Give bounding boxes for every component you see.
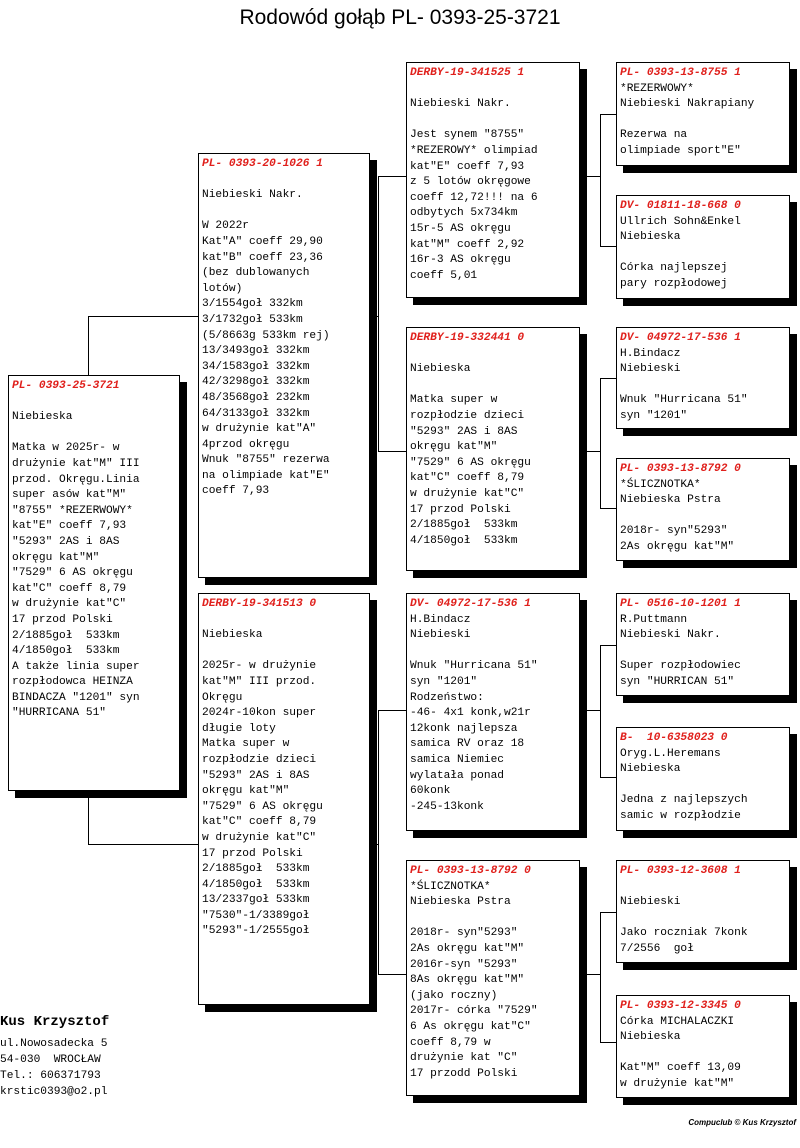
- connector-line: [378, 451, 406, 452]
- connector-line: [580, 176, 600, 177]
- pigeon-card-ds-dam: [616, 727, 790, 831]
- connector-line: [600, 777, 616, 778]
- ring-number: PL- 0393-12-3345 0: [620, 1000, 741, 1012]
- connector-line: [600, 912, 616, 913]
- ring-number: PL- 0393-25-3721: [12, 380, 120, 392]
- owner-city: 54-030 WROCŁAW: [0, 1054, 101, 1066]
- owner-phone: Tel.: 606371793: [0, 1070, 101, 1082]
- ring-number: PL- 0393-13-8792 0: [410, 865, 531, 877]
- pigeon-description: Niebieski Nakr. Jest synem "8755" *REZEROWY* olimpiad kat"E" coeff 7,93 z 5 lotów okręgowe coeff 12,72!!! na 6 odbytych 5x734km 15r-5 AS okręgu kat"M" coeff 2,92 16r-3 AS okręgu coeff 5,01: [410, 98, 538, 282]
- connector-line: [378, 974, 406, 975]
- ring-number: PL- 0516-10-1201 1: [620, 598, 741, 610]
- ring-number: PL- 0393-20-1026 1: [202, 158, 323, 170]
- pigeon-description: Oryg.L.Heremans Niebieska Jedna z najlepszych samic w rozpłodzie: [620, 747, 748, 822]
- pigeon-card-dam-sire: [406, 593, 580, 831]
- connector-line: [580, 451, 600, 452]
- connector-line: [600, 912, 601, 1042]
- connector-line: [600, 246, 616, 247]
- pigeon-card-subject: [8, 375, 180, 791]
- ring-number: DV- 01811-18-668 0: [620, 200, 741, 212]
- pigeon-description: Niebieska Matka super w rozpłodzie dzieci "5293" 2AS i 8AS okręgu kat"M" "7529" 6 AS okręgu kat"C" coeff 8,79 w drużynie kat"C" 17 przod Polski 2/1885goł 533km 4/1850goł 533km: [410, 363, 531, 547]
- connector-line: [600, 645, 616, 646]
- pigeon-card-sd-sire: [616, 327, 790, 429]
- page-title: Rodowód gołąb PL- 0393-25-3721: [239, 6, 561, 29]
- connector-line: [88, 844, 198, 845]
- pigeon-card-sire-sire: [406, 62, 580, 298]
- pigeon-description: R.Puttmann Niebieski Nakr. Super rozpłodowiec syn "HURRICAN 51": [620, 613, 741, 688]
- pigeon-description: *REZERWOWY* Niebieski Nakrapiany Rezerwa na olimpiade sport"E": [620, 82, 755, 157]
- pigeon-card-ds-sire: [616, 593, 790, 696]
- pigeon-card-ss-sire: [616, 62, 790, 166]
- connector-line: [580, 710, 600, 711]
- pigeon-description: H.Bindacz Niebieski Wnuk "Hurricana 51" syn "1201" Rodzeństwo: -46- 4x1 konk,w21r 12konk najlepsza samica RV oraz 18 samica Niemiec wylatała ponad 60konk -245-13konk: [410, 613, 538, 813]
- pigeon-description: *ŚLICZNOTKA* Niebieska Pstra 2018r- syn"5293" 2As okręgu kat"M": [620, 478, 735, 553]
- ring-number: DERBY-19-332441 0: [410, 332, 525, 344]
- pigeon-card-sire-dam: [406, 327, 580, 571]
- owner-info: [0, 1014, 109, 1100]
- pigeon-description: Córka MICHALACZKI Niebieska Kat"M" coeff 13,09 w drużynie kat"M": [620, 1015, 741, 1090]
- pigeon-card-dd-dam: [616, 995, 790, 1098]
- ring-number: DERBY-19-341513 0: [202, 598, 317, 610]
- pigeon-card-sd-dam: [616, 458, 790, 561]
- connector-line: [378, 176, 406, 177]
- pigeon-card-dd-sire: [616, 860, 790, 963]
- connector-line: [378, 710, 379, 974]
- pigeon-description: Niebieska Matka w 2025r- w drużynie kat"M" III przod. Okręgu.Linia super asów kat"M" "8755" *REZERWOWY* kat"E" coeff 7,93 "5293" 2AS i 8AS okręgu kat"M" "7529" 6 AS okręgu kat"C" coeff 8,79 w drużynie kat"C" 17 przod Polski 2/1885goł 533km 4/1850goł 533km A także linia super rozpłodowca HEINZA BINDACZA "1201" syn "HURRICANA 51": [12, 411, 140, 720]
- ring-number: B- 10-6358023 0: [620, 732, 728, 744]
- footer-credit: Compuclub © Kus Krzysztof: [688, 1118, 796, 1127]
- connector-line: [378, 710, 406, 711]
- pigeon-description: *ŚLICZNOTKA* Niebieska Pstra 2018r- syn"5293" 2As okręgu kat"M" 2016r-syn "5293" 8As okręgu kat"M" (jako roczny) 2017r- córka "7529" 6 As okręgu kat"C" coeff 8,79 w drużynie kat "C" 17 przodd Polski: [410, 880, 538, 1080]
- ring-number: DERBY-19-341525 1: [410, 67, 525, 79]
- pigeon-description: Ullrich Sohn&Enkel Niebieska Córka najlepszej pary rozpłodowej: [620, 215, 741, 290]
- connector-line: [600, 378, 616, 379]
- connector-line: [580, 974, 600, 975]
- owner-street: ul.Nowosadecka 5: [0, 1038, 108, 1050]
- pigeon-description: H.Bindacz Niebieski Wnuk "Hurricana 51" syn "1201": [620, 347, 748, 422]
- pigeon-card-dam-dam: [406, 860, 580, 1096]
- connector-line: [600, 1042, 616, 1043]
- connector-line: [600, 645, 601, 777]
- connector-line: [378, 176, 379, 451]
- pigeon-card-ss-dam: [616, 195, 790, 299]
- owner-email: krstic0393@o2.pl: [0, 1086, 108, 1098]
- connector-line: [600, 114, 601, 246]
- pigeon-description: Niebieski Nakr. W 2022r Kat"A" coeff 29,90 kat"B" coeff 23,36 (bez dublowanych lotów) 3/1554goł 332km 3/1732goł 533km (5/8663g 533km rej) 13/3493goł 332km 34/1583goł 332km 42/3298goł 332km 48/3568goł 232km 64/3133goł 332km w drużynie kat"A" 4przod okręgu Wnuk "8755" rezerwa na olimpiade kat"E" coeff 7,93: [202, 189, 330, 498]
- connector-line: [88, 316, 198, 317]
- ring-number: DV- 04972-17-536 1: [410, 598, 531, 610]
- connector-line: [600, 378, 601, 508]
- connector-line: [600, 508, 616, 509]
- ring-number: PL- 0393-13-8755 1: [620, 67, 741, 79]
- ring-number: PL- 0393-12-3608 1: [620, 865, 741, 877]
- pigeon-card-dam: [198, 593, 370, 1005]
- connector-line: [600, 114, 616, 115]
- owner-name: Kus Krzysztof: [0, 1014, 110, 1030]
- ring-number: PL- 0393-13-8792 0: [620, 463, 741, 475]
- ring-number: DV- 04972-17-536 1: [620, 332, 741, 344]
- pigeon-description: Niebieski Jako roczniak 7konk 7/2556 goł: [620, 896, 748, 955]
- pigeon-card-sire: [198, 153, 370, 578]
- pigeon-description: Niebieska 2025r- w drużynie kat"M" III przod. Okręgu 2024r-10kon super długie loty Matka super w rozpłodzie dzieci "5293" 2AS i 8AS okręgu kat"M" "7529" 6 AS okręgu kat"C" coeff 8,79 w drużynie kat"C" 17 przod Polski 2/1885goł 533km 4/1850goł 533km 13/2337goł 533km "7530"-1/3389goł "5293"-1/2555goł: [202, 629, 323, 938]
